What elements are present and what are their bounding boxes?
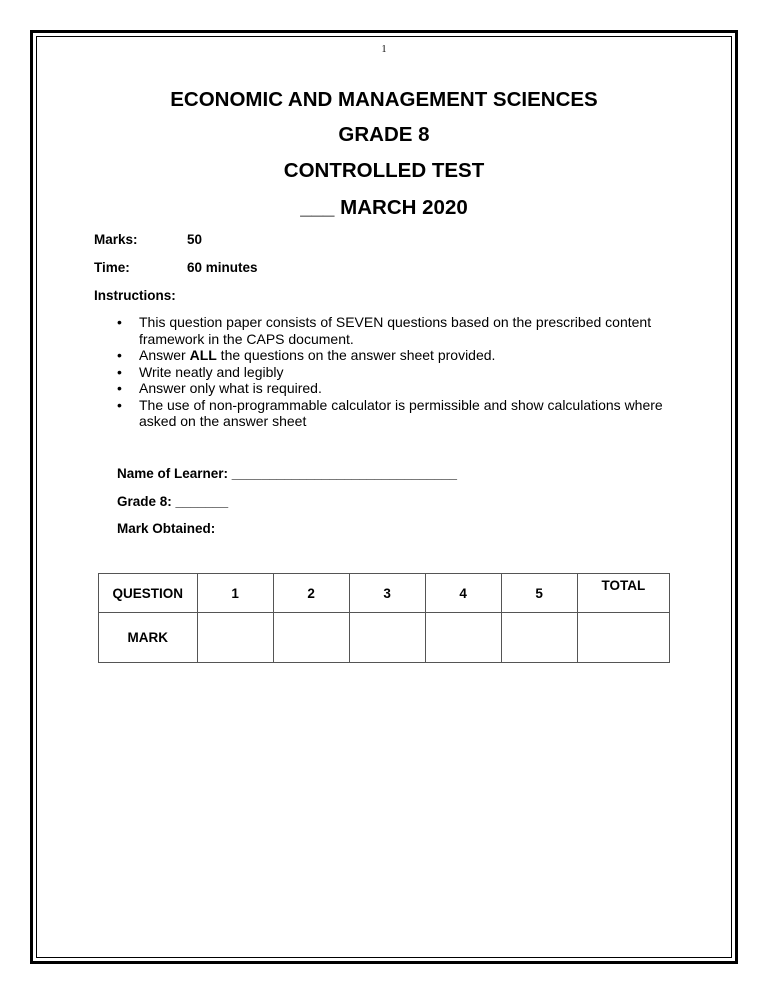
table-cell: 3 [349,574,425,613]
learner-name-field[interactable]: Name of Learner: ______________________________ [117,466,458,481]
bullet-icon: • [117,314,122,330]
instruction-item: • This question paper consists of SEVEN questions based on the prescribed content framework in the CAPS document. [117,314,652,347]
time-row [94,260,258,275]
mark-cell-1[interactable] [197,613,273,663]
time-value: 60 minutes [187,260,258,275]
table-row [99,613,670,663]
instruction-item: • Answer ALL the questions on the answer sheet provided. [117,347,496,363]
marks-label: Marks: [94,232,138,247]
learner-grade-field[interactable]: Grade 8: _______ [117,494,229,509]
instructions-list [117,314,677,430]
instruction-item: • Answer only what is required. [117,380,322,396]
table-cell: 5 [501,574,577,613]
table-cell: 1 [197,574,273,613]
bullet-icon: • [117,347,122,363]
table-cell: 4 [425,574,501,613]
mark-obtained-label: Mark Obtained: [117,521,216,536]
mark-cell-total[interactable] [577,613,669,663]
time-label: Time: [94,260,130,275]
subject-title: ECONOMIC AND MANAGEMENT SCIENCES [170,88,598,111]
table-cell: TOTAL [577,574,669,613]
bullet-icon: • [117,396,122,413]
table-header-row [99,574,670,613]
mark-cell-2[interactable] [273,613,349,663]
bullet-icon: • [117,380,122,396]
mark-cell-3[interactable] [349,613,425,663]
marks-value: 50 [187,232,203,247]
table-cell: MARK [99,613,198,663]
test-type-title: CONTROLLED TEST [283,159,485,182]
page-number: 1 [381,44,387,55]
bullet-icon: • [117,363,122,380]
mark-cell-4[interactable] [425,613,501,663]
instruction-item: • Write neatly and legibly [117,363,284,380]
mark-table [98,573,670,663]
grade-title: GRADE 8 [338,123,430,146]
date-title: ___ MARCH 2020 [300,196,468,219]
instruction-item: • The use of non-programmable calculator is permissible and show calculations where asked on the answer sheet [117,396,663,429]
mark-cell-5[interactable] [501,613,577,663]
marks-row [94,232,203,247]
table-cell: QUESTION [99,574,198,613]
instructions-title: Instructions: [94,288,176,303]
table-cell: 2 [273,574,349,613]
